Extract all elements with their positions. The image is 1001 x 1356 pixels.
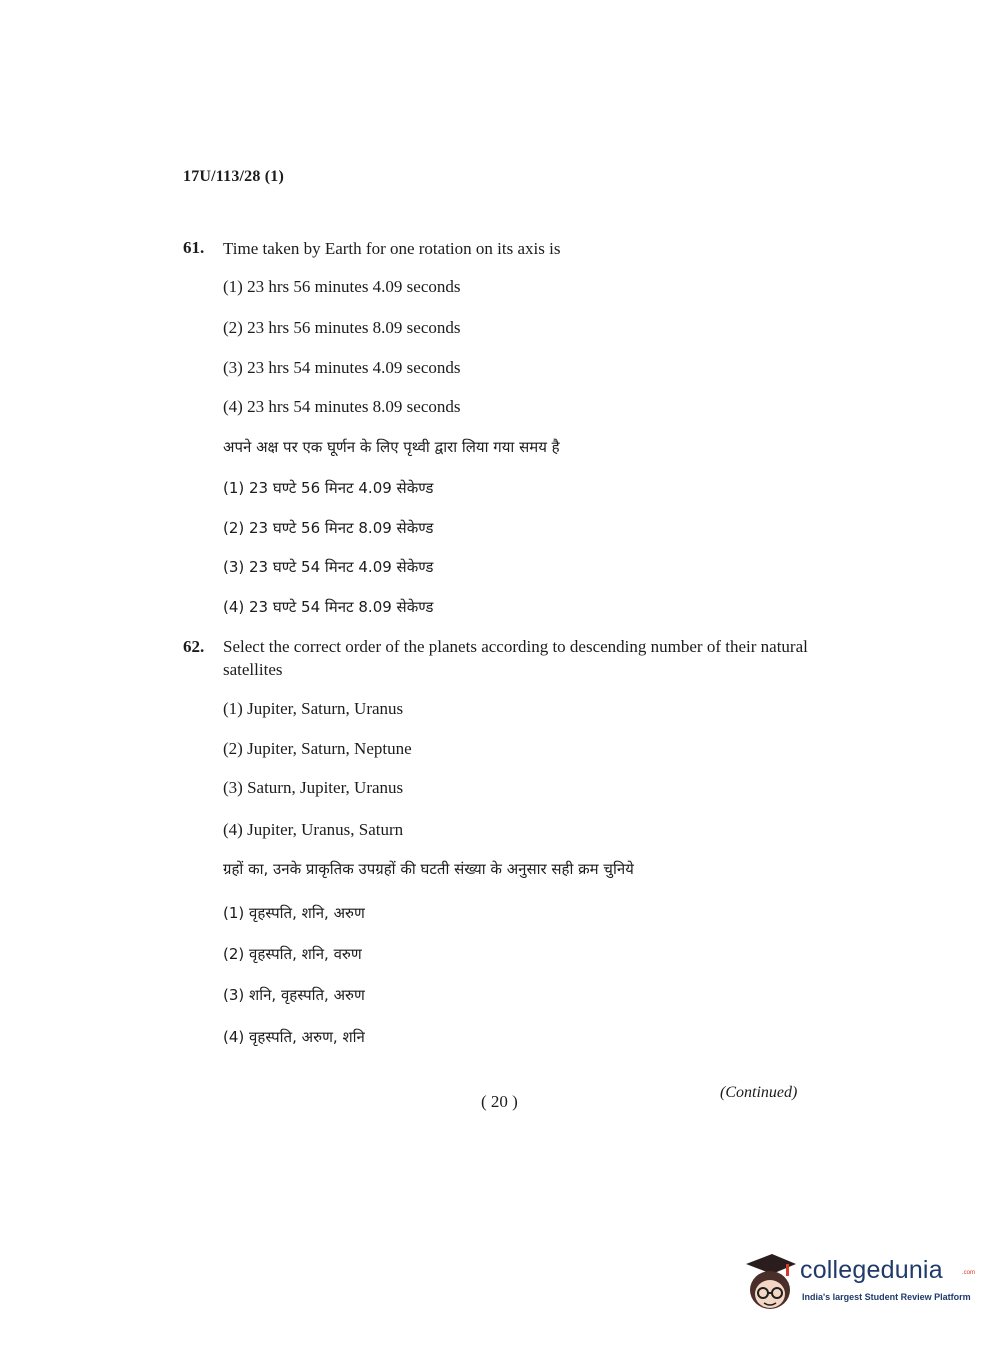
question-62-option-2: (2) Jupiter, Saturn, Neptune	[223, 739, 412, 758]
question-61-option-2: (2) 23 hrs 56 minutes 8.09 seconds	[223, 318, 461, 337]
question-62-hindi-option-3: (3) शनि, वृहस्पति, अरुण	[223, 986, 365, 1004]
logo-brand-name: collegedunia	[800, 1256, 943, 1284]
question-62-hindi-option-2: (2) वृहस्पति, शनि, वरुण	[223, 945, 362, 963]
question-61-hindi-option-1: (1) 23 घण्टे 56 मिनट 4.09 सेकेण्ड	[223, 479, 434, 497]
question-62-hindi-option-1: (1) वृहस्पति, शनि, अरुण	[223, 904, 365, 922]
question-62-hindi-option-4: (4) वृहस्पति, अरुण, शनि	[223, 1028, 365, 1046]
question-62-option-3: (3) Saturn, Jupiter, Uranus	[223, 778, 404, 797]
question-61-option-4: (4) 23 hrs 54 minutes 8.09 seconds	[223, 397, 461, 416]
question-61-hindi-option-2: (2) 23 घण्टे 56 मिनट 8.09 सेकेण्ड	[223, 519, 434, 537]
mascot-icon	[742, 1250, 798, 1312]
collegedunia-logo	[742, 1250, 976, 1320]
continued-label: (Continued)	[720, 1084, 798, 1101]
question-62-option-4: (4) Jupiter, Uranus, Saturn	[223, 820, 404, 839]
logo-tagline: India's largest Student Review Platform	[802, 1292, 971, 1302]
question-62-text: Select the correct order of the planets according to descending number of their natural satellites	[223, 637, 808, 679]
question-61-hindi-text: अपने अक्ष पर एक घूर्णन के लिए पृथ्वी द्वारा लिया गया समय है	[223, 438, 560, 456]
paper-code: 17U/113/28 (1)	[183, 168, 285, 185]
question-61-hindi-option-3: (3) 23 घण्टे 54 मिनट 4.09 सेकेण्ड	[223, 558, 434, 576]
question-61-option-1: (1) 23 hrs 56 minutes 4.09 seconds	[223, 277, 461, 296]
question-61-number: 61.	[183, 238, 205, 257]
question-62-hindi-text: ग्रहों का, उनके प्राकृतिक उपग्रहों की घटती संख्या के अनुसार सही क्रम चुनिये	[223, 860, 634, 878]
logo-domain-suffix: .com	[962, 1270, 976, 1276]
question-62-number: 62.	[183, 637, 205, 656]
page-number: ( 20 )	[481, 1092, 518, 1111]
question-61-text: Time taken by Earth for one rotation on its axis is	[223, 239, 561, 258]
question-62-option-1: (1) Jupiter, Saturn, Uranus	[223, 699, 404, 718]
question-61-hindi-option-4: (4) 23 घण्टे 54 मिनट 8.09 सेकेण्ड	[223, 598, 434, 616]
question-61-option-3: (3) 23 hrs 54 minutes 4.09 seconds	[223, 358, 461, 377]
